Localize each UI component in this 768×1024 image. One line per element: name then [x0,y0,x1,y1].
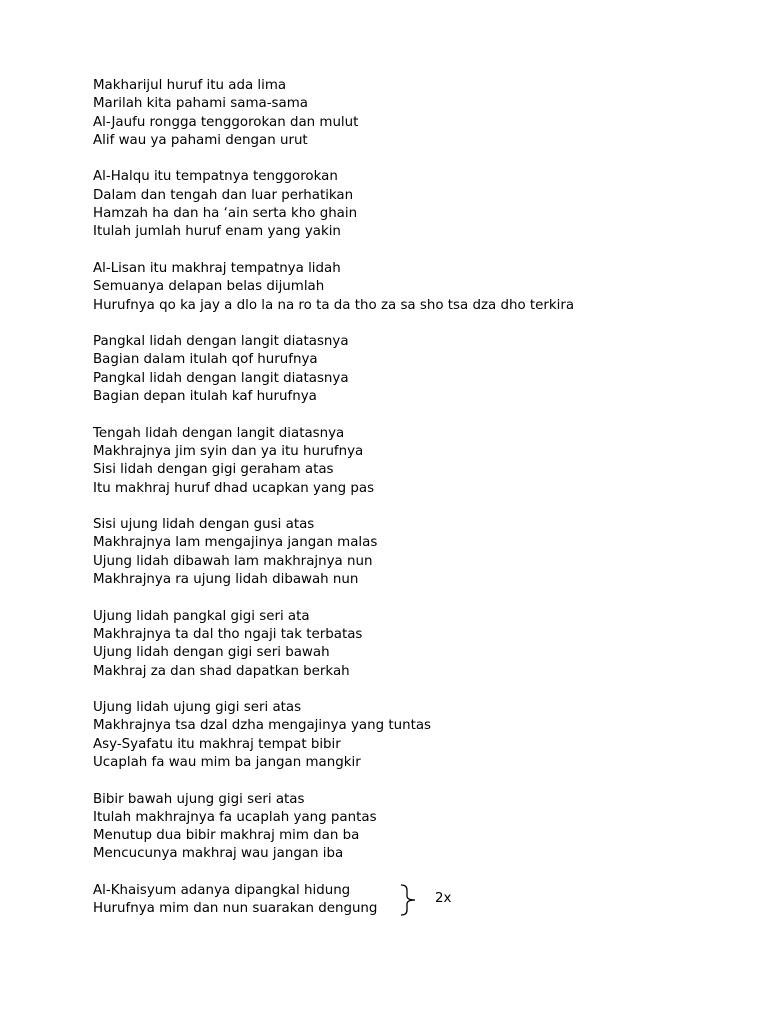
lyric-line: Makhraj za dan shad dapatkan berkah [93,663,350,679]
lyric-line: Bagian depan itulah kaf hurufnya [93,389,317,405]
lyrics-body [93,77,733,937]
lyric-line: Dalam dan tengah dan luar perhatikan [93,187,354,203]
stanza-9 [93,791,733,864]
lyric-line: Marilah kita pahami sama-sama [93,96,308,112]
lyric-line: Makhrajnya tsa dzal dzha mengajinya yang tuntas [93,718,432,734]
lyric-line: Al-Jaufu rongga tenggorokan dan mulut [93,114,359,130]
lyric-line: Hamzah ha dan ha ‘ain serta kho ghain [93,206,358,222]
lyric-line: Itulah makhrajnya fa ucaplah yang pantas [93,809,377,825]
stanza-1 [93,77,733,150]
lyric-line: Sisi ujung lidah dengan gusi atas [93,517,315,533]
lyric-line: Itu makhraj huruf dhad ucapkan yang pas [93,480,375,496]
right-curly-brace-icon [396,884,418,916]
lyric-line: Al-Khaisyum adanya dipangkal hidung [93,883,351,899]
lyric-line: Hurufnya mim dan nun suarakan dengung [93,901,378,917]
lyric-line: Al-Halqu itu tempatnya tenggorokan [93,169,338,185]
lyric-line: Pangkal lidah dengan langit diatasnya [93,334,349,350]
lyric-line: Menutup dua bibir makhraj mim dan ba [93,828,360,844]
lyric-line: Ujung lidah dibawah lam makhrajnya nun [93,553,373,569]
lyric-line: Makhrajnya jim syin dan ya itu hurufnya [93,443,364,459]
lyric-line: Ujung lidah pangkal gigi seri ata [93,608,310,624]
stanza-8 [93,699,733,772]
lyric-line: Makhrajnya lam mengajinya jangan malas [93,535,378,551]
lyric-line: Pangkal lidah dengan langit diatasnya [93,370,349,386]
stanza-3 [93,260,733,315]
stanza-10 [93,882,733,919]
stanza-2 [93,168,733,241]
lyric-line: Sisi lidah dengan gigi geraham atas [93,462,334,478]
lyric-line: Al-Lisan itu makhraj tempatnya lidah [93,260,341,276]
stanza-7 [93,608,733,681]
lyric-line: Hurufnya qo ka jay a dlo la na ro ta da tho za sa sho tsa dza dho terkira [93,297,575,313]
lyric-line: Ucaplah fa wau mim ba jangan mangkir [93,754,361,770]
stanza-5 [93,425,733,498]
lyric-line: Alif wau ya pahami dengan urut [93,132,308,148]
lyric-line: Makhrajnya ta dal tho ngaji tak terbatas [93,626,363,642]
lyric-line: Makharijul huruf itu ada lima [93,78,287,93]
lyric-line: Bagian dalam itulah qof hurufnya [93,352,318,368]
lyric-line: Asy-Syafatu itu makhraj tempat bibir [93,736,341,752]
lyric-line: Bibir bawah ujung gigi seri atas [93,791,305,807]
stanza-4 [93,333,733,406]
lyric-line: Semuanya delapan belas dijumlah [93,279,325,295]
lyric-line: Tengah lidah dengan langit diatasnya [93,425,345,441]
lyric-line: Mencucunya makhraj wau jangan iba [93,846,344,862]
lyric-line: Makhrajnya ra ujung lidah dibawah nun [93,572,359,588]
stanza-6 [93,516,733,589]
lyric-line: Itulah jumlah huruf enam yang yakin [93,224,341,240]
lyric-line: Ujung lidah dengan gigi seri bawah [93,645,330,661]
repeat-marker: 2x [435,891,452,907]
lyric-line: Ujung lidah ujung gigi seri atas [93,700,302,716]
